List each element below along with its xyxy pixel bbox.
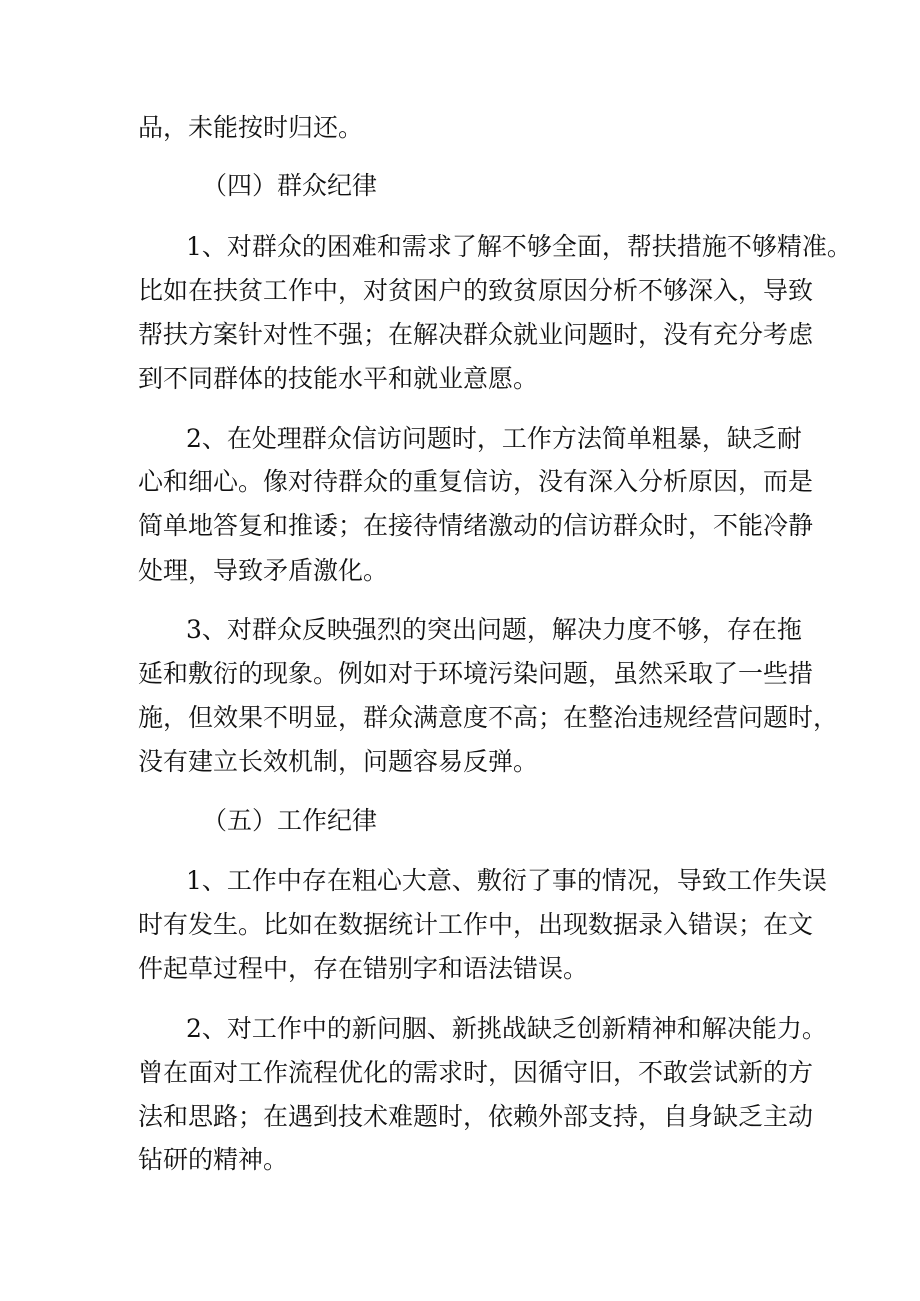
paragraph-line: 心和细心。像对待群众的重复信访，没有深入分析原因，而是 [138,467,814,496]
paragraph-line: 法和思路；在遇到技术难题时，依赖外部支持，自身缺乏主动 [138,1102,814,1131]
paragraph-line: 处理，导致矛盾激化。 [138,556,389,585]
paragraph-line: 没有建立长效机制，问题容易反弹。 [138,747,539,776]
section-heading-mass-discipline: （四）群众纪律 [202,171,378,200]
paragraph-line: 延和敷衍的现象。例如对于环境污染问题，虽然采取了一些措 [138,659,814,688]
paragraph-line: 1、对群众的困难和需求了解不够全面，帮扶措施不够精准。 [186,232,852,261]
paragraph-line: 1、工作中存在粗心大意、敷衍了事的情况，导致工作失误 [186,866,827,895]
paragraph-line: 3、对群众反映强烈的突出问题，解决力度不够，存在拖 [186,615,802,644]
paragraph-line: 2、对工作中的新问胭、新挑战缺乏创新精神和解决能力。 [186,1014,827,1043]
paragraph-line: 件起草过程中，存在错别字和语法错误。 [138,954,589,983]
paragraph-line: 施，但效果不明显，群众满意度不高；在整治违规经营问题时， [138,703,839,732]
paragraph-continuation-line: 品，未能按时归还。 [138,113,364,142]
paragraph-line: 钻研的精神。 [138,1145,289,1174]
paragraph-line: 简单地答复和推诿；在接待情绪激动的信访群众时，不能冷静 [138,511,814,540]
section-heading-work-discipline: （五）工作纪律 [202,806,378,835]
paragraph-line: 时有发生。比如在数据统计工作中，出现数据录入错误；在文 [138,910,814,939]
paragraph-line: 2、在处理群众信访问题时，工作方法简单粗暴，缺乏耐 [186,424,802,453]
paragraph-line: 帮扶方案针对性不强；在解决群众就业问题时，没有充分考虑 [138,320,814,349]
paragraph-line: 比如在扶贫工作中，对贫困户的致贫原因分析不够深入，导致 [138,276,814,305]
paragraph-line: 到不同群体的技能水平和就业意愿。 [138,364,539,393]
paragraph-line: 曾在面对工作流程优化的需求时，因循守旧，不敢尝试新的方 [138,1058,814,1087]
